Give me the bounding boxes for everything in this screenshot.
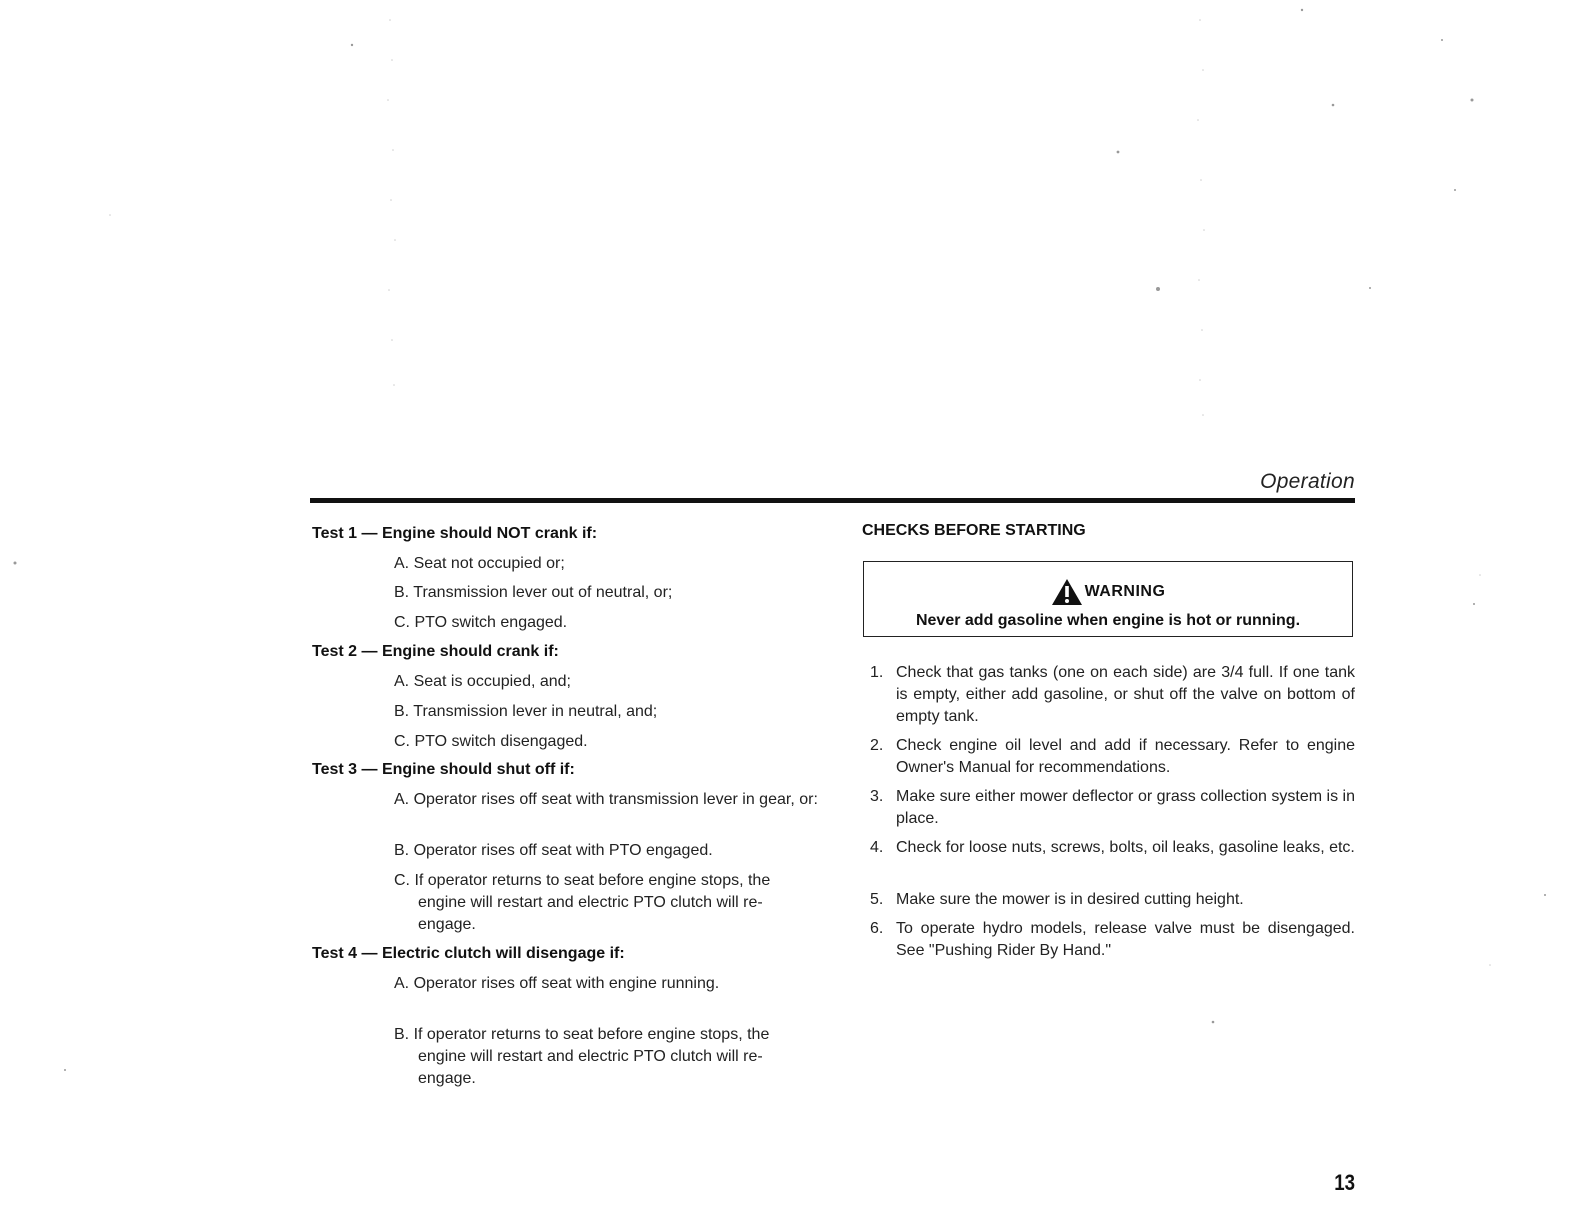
test-item: B. Transmission lever in neutral, and; [394, 703, 658, 720]
test-item: C. If operator returns to seat before engine stops, the engine will restart and electric PTO clutch will re-engage. [394, 872, 771, 933]
warning-triangle-icon [1051, 578, 1083, 606]
section-label: Operation [1260, 470, 1355, 493]
checklist-item [870, 889, 1355, 911]
checklist-text: Make sure either mower deflector or grass collection system is in place. [896, 788, 1355, 827]
checklist-number: 3. [870, 788, 884, 805]
warning-box [863, 561, 1353, 637]
warning-text: Never add gasoline when engine is hot or running. [915, 612, 1301, 629]
test-item: B. Transmission lever out of neutral, or; [394, 584, 673, 601]
checklist-number: 4. [870, 839, 884, 856]
test-item: A. Operator rises off seat with transmission lever in gear, or: [394, 791, 818, 808]
test-item: A. Seat not occupied or; [394, 555, 565, 572]
test-item: A. Operator rises off seat with engine running. [394, 975, 720, 992]
checklist-item [870, 918, 1355, 962]
checklist-text: To operate hydro models, release valve must be disengaged. See "Pushing Rider By Hand." [896, 920, 1355, 959]
checklist-text: Make sure the mower is in desired cutting height. [896, 891, 1244, 908]
test-label: Test 2 — [312, 643, 378, 660]
test-condition: Engine should NOT crank if: [381, 525, 598, 542]
test-item: C. PTO switch disengaged. [394, 733, 588, 750]
test-heading [312, 945, 625, 963]
header-rule [310, 498, 1355, 503]
test-condition: Electric clutch will disengage if: [381, 945, 625, 962]
test-condition: Engine should shut off if: [381, 761, 575, 778]
checklist-item [870, 786, 1355, 830]
test-item: B. If operator returns to seat before engine stops, the engine will restart and electric PTO clutch will re-engage. [394, 1026, 770, 1087]
test-label: Test 3 — [312, 761, 378, 778]
test-label: Test 4 — [312, 945, 378, 962]
test-item: B. Operator rises off seat with PTO engaged. [394, 842, 713, 859]
checklist-number: 1. [870, 664, 884, 681]
checklist-text: Check that gas tanks (one on each side) are 3/4 full. If one tank is empty, either add gasoline, or shut off the valve on bottom of empty tank. [896, 664, 1355, 725]
test-heading [312, 525, 597, 543]
page-number: 13 [1334, 1170, 1355, 1195]
checklist-number: 2. [870, 737, 884, 754]
warning-heading [864, 578, 1352, 606]
warning-label: WARNING [1084, 583, 1166, 600]
test-heading [312, 643, 559, 661]
checklist-number: 5. [870, 891, 884, 908]
checklist-item [870, 837, 1355, 859]
test-heading [312, 761, 575, 779]
test-label: Test 1 — [312, 525, 378, 542]
test-item: A. Seat is occupied, and; [394, 673, 571, 690]
checklist-item [870, 662, 1355, 728]
checklist-text: Check engine oil level and add if necessary. Refer to engine Owner's Manual for recommendations. [896, 737, 1355, 776]
checklist-number: 6. [870, 920, 884, 937]
test-condition: Engine should crank if: [381, 643, 559, 660]
checks-title: CHECKS BEFORE STARTING [862, 522, 1086, 539]
checklist-item [870, 735, 1355, 779]
test-item: C. PTO switch engaged. [394, 614, 568, 631]
checklist-text: Check for loose nuts, screws, bolts, oil leaks, gasoline leaks, etc. [896, 839, 1355, 856]
